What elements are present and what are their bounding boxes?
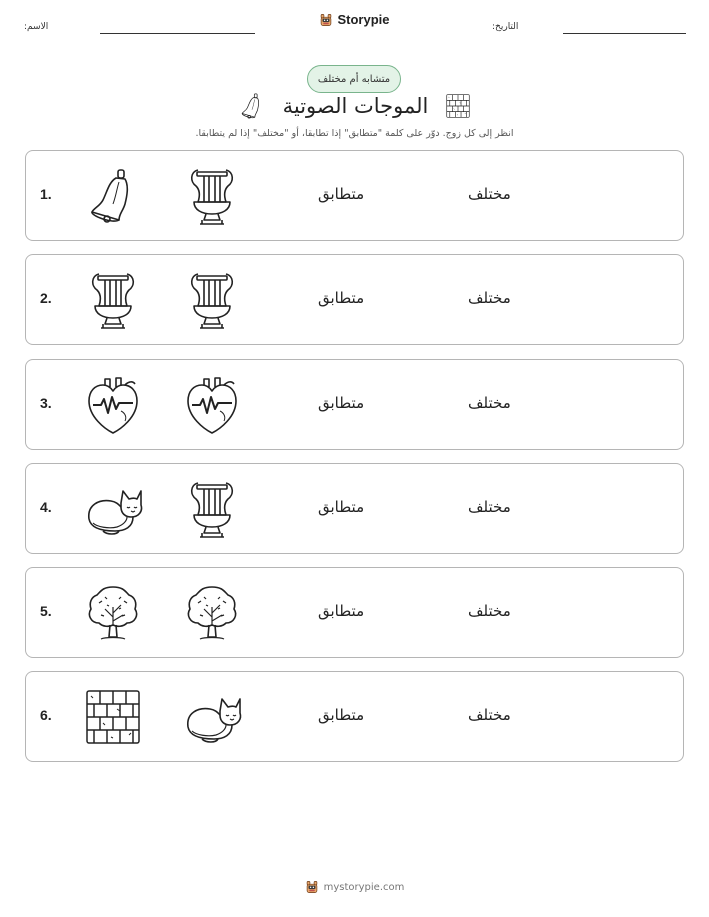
row-number: 6. <box>40 707 52 723</box>
brick-wall-icon <box>82 687 144 747</box>
lyre-icon <box>181 479 243 539</box>
exercise-row-1 <box>25 150 684 241</box>
instructions: انظر إلى كل زوج. دوّر على كلمة "متطابق" إذا تطابقا، أو "مختلف" إذا لم يتطابقا. <box>195 128 514 139</box>
same-option[interactable]: متطابق <box>318 602 365 620</box>
different-option[interactable]: مختلف <box>468 498 511 516</box>
same-option[interactable]: متطابق <box>318 498 365 516</box>
lyre-icon <box>82 270 144 330</box>
exercise-row-4 <box>25 463 684 554</box>
topic-badge: متشابه أم مختلف <box>307 65 401 93</box>
heart-icon <box>82 375 144 435</box>
different-option[interactable]: مختلف <box>468 602 511 620</box>
row-number: 2. <box>40 290 52 306</box>
mascot-icon <box>319 13 333 27</box>
same-option[interactable]: متطابق <box>318 706 365 724</box>
name-label: الاسم: <box>24 22 49 32</box>
same-option[interactable]: متطابق <box>318 185 365 203</box>
row-number: 3. <box>40 395 52 411</box>
row-number: 1. <box>40 186 52 202</box>
date-label: التاريخ: <box>492 22 519 32</box>
same-option[interactable]: متطابق <box>318 394 365 412</box>
bell-icon <box>82 166 144 226</box>
row-number: 5. <box>40 603 52 619</box>
bell-icon <box>238 92 266 120</box>
mascot-icon <box>305 880 319 894</box>
date-line[interactable] <box>563 33 686 34</box>
heart-icon <box>181 375 243 435</box>
name-line[interactable] <box>100 33 255 34</box>
different-option[interactable]: مختلف <box>468 394 511 412</box>
brick-wall-icon <box>445 93 471 119</box>
footer-url[interactable]: mystorypie.com <box>323 881 405 893</box>
exercise-row-3 <box>25 359 684 450</box>
footer <box>0 880 709 894</box>
brand-name: Storypie <box>337 12 390 27</box>
same-option[interactable]: متطابق <box>318 289 365 307</box>
different-option[interactable]: مختلف <box>468 706 511 724</box>
cat-icon <box>82 479 144 539</box>
exercise-row-2 <box>25 254 684 345</box>
lyre-icon <box>181 166 243 226</box>
different-option[interactable]: مختلف <box>468 289 511 307</box>
page-title: الموجات الصوتية <box>282 94 429 118</box>
brand <box>0 12 709 27</box>
tree-icon <box>82 583 144 643</box>
tree-icon <box>181 583 243 643</box>
exercise-row-6 <box>25 671 684 762</box>
different-option[interactable]: مختلف <box>468 185 511 203</box>
title-row <box>0 92 709 120</box>
exercise-row-5 <box>25 567 684 658</box>
lyre-icon <box>181 270 243 330</box>
row-number: 4. <box>40 499 52 515</box>
cat-icon <box>181 687 243 747</box>
